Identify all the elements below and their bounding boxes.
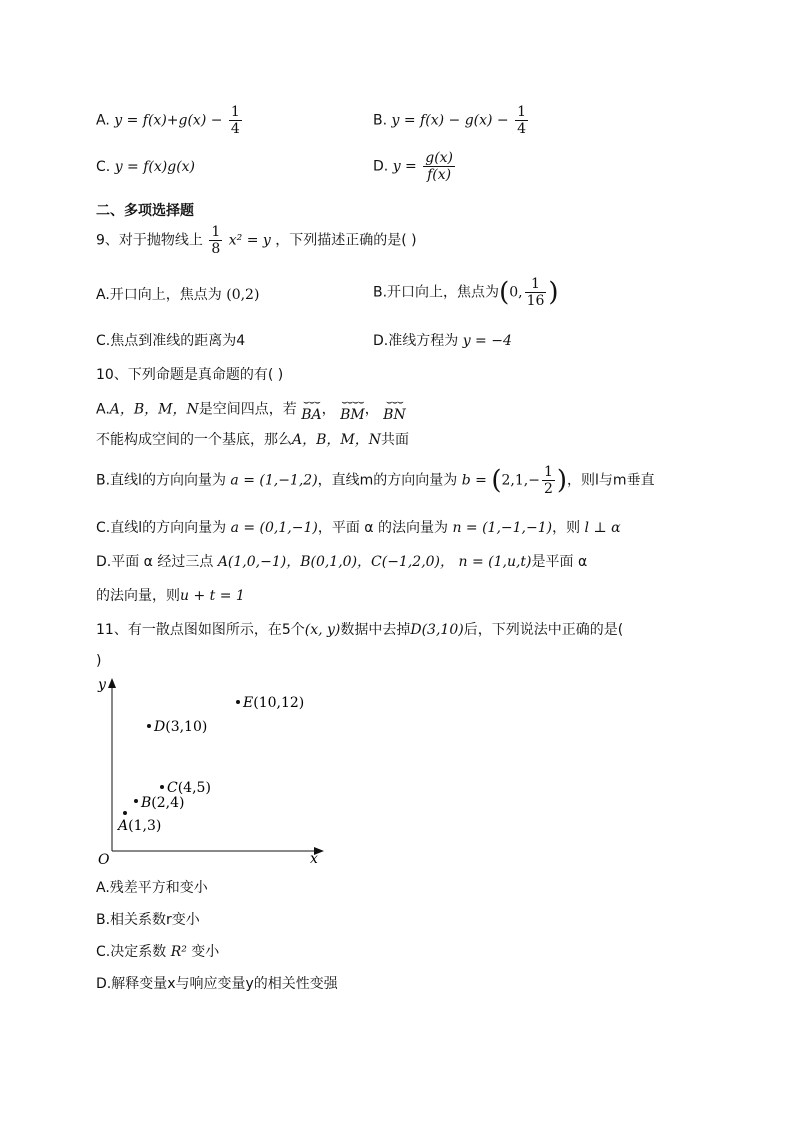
point-label-b: B(2,4) xyxy=(141,795,185,811)
q9-option-c: C.焦点到准线的距离为4 xyxy=(96,333,246,349)
scatter-plot xyxy=(92,676,342,868)
right-paren: ) xyxy=(556,465,568,496)
option-text: A.开口向上，焦点为 xyxy=(96,287,222,303)
q8-option-b xyxy=(373,104,530,137)
stem-text: ，下列描述正确的是( ) xyxy=(275,232,417,249)
scatter-point-d xyxy=(147,724,151,728)
vector-b: b = xyxy=(461,472,492,489)
stem-text: 11、有一散点图如图所示，在5个 xyxy=(96,622,305,638)
q10-option-d-line1 xyxy=(96,552,587,572)
option-text: C.决定系数 xyxy=(96,944,167,960)
fraction xyxy=(542,464,555,497)
q10-stem: 10、下列命题是真命题的有( ) xyxy=(96,367,284,383)
vector-bn xyxy=(383,397,406,422)
q11-option-d: D.解释变量x与响应变量y的相关性变强 xyxy=(96,976,338,992)
right-paren: ) xyxy=(548,277,559,308)
vector-n: n = (1,−1,−1) xyxy=(452,520,553,536)
frac-num: 1 xyxy=(517,104,527,120)
q9-stem xyxy=(96,224,417,257)
y-axis-arrow xyxy=(108,678,116,688)
option-text: D.平面 α 经过三点 xyxy=(96,554,214,570)
point-label-e: E(10,12) xyxy=(243,695,305,711)
point-label-a: A(1,3) xyxy=(118,818,162,834)
option-label: A. xyxy=(96,112,110,129)
option-label: B. xyxy=(373,112,388,129)
frac-den: 2 xyxy=(543,481,553,497)
left-paren: ( xyxy=(499,277,510,308)
option-math: y = −4 xyxy=(462,333,512,349)
point-label-c: C(4,5) xyxy=(167,780,211,796)
frac-num: 1 xyxy=(525,276,547,293)
vector-label: BN xyxy=(383,407,406,423)
y-axis-label: y xyxy=(98,677,106,693)
option-text: ，则 xyxy=(552,520,581,536)
option-text: ，平面 α 的法向量为 xyxy=(317,520,448,536)
points-layer xyxy=(116,695,304,834)
left-paren: ( xyxy=(491,465,502,496)
stem-math: D(3,10) xyxy=(410,622,464,638)
frac-den: 4 xyxy=(517,121,527,137)
option-text: B.开口向上，焦点为 xyxy=(373,284,500,301)
points-list: A(1,0,−1)，B(0,1,0)，C(−1,2,0)， xyxy=(217,554,455,570)
q9-option-d xyxy=(373,331,512,351)
vector-arrow: ⌣⌣⌣ xyxy=(303,397,320,408)
q11-stem-line2: ) xyxy=(96,653,102,669)
origin-label: O xyxy=(98,852,110,868)
q11-option-b: B.相关系数r变小 xyxy=(96,912,200,928)
vector-bm xyxy=(340,397,365,422)
vector-a: a = (1,−1,2) xyxy=(230,472,318,489)
option-label: D. xyxy=(373,158,389,175)
fraction xyxy=(423,150,455,183)
scatter-point-a xyxy=(123,811,127,815)
q8-option-c xyxy=(96,157,195,177)
option-text: 是空间四点，若 xyxy=(198,401,297,418)
frac-num: g(x) xyxy=(425,150,454,166)
fraction xyxy=(229,104,242,137)
q10-option-a-line2 xyxy=(96,430,409,450)
vector-arrow: ⌣⌣⌣ xyxy=(386,397,403,408)
scatter-point-b xyxy=(134,799,138,803)
stem-text: 数据中去掉 xyxy=(340,622,411,638)
q8-option-d xyxy=(373,150,457,183)
scatter-point-e xyxy=(236,700,240,704)
option-expr: y = f(x) − g(x) − xyxy=(391,112,514,129)
option-expr: y = xyxy=(392,158,422,175)
option-math: R² xyxy=(170,944,187,960)
section-heading: 二、多项选择题 xyxy=(96,203,194,219)
q9-option-a xyxy=(96,285,259,305)
q11-option-c xyxy=(96,942,219,962)
frac-den: 16 xyxy=(526,293,545,309)
stem-text: 9、对于抛物线上 xyxy=(96,232,203,249)
fraction xyxy=(515,104,528,137)
option-text: 共面 xyxy=(380,432,409,448)
frac-den: f(x) xyxy=(427,167,452,183)
vector-arrow: ⌣⌣⌣⌣ xyxy=(341,397,364,408)
fraction xyxy=(525,276,547,309)
vector-label: BM xyxy=(340,407,365,423)
separator: ， xyxy=(321,401,336,418)
q10-option-c xyxy=(96,518,621,538)
vector-a: a = (0,1,−1) xyxy=(230,520,318,536)
stem-text: 后，下列说法中正确的是( xyxy=(463,622,624,638)
separator: ， xyxy=(364,401,379,418)
tuple: 2,1,− xyxy=(501,472,540,489)
option-math: 0, xyxy=(509,284,523,301)
points-list: A，B，M，N xyxy=(109,401,199,418)
scatter-point-c xyxy=(160,785,164,789)
option-text: D.准线方程为 xyxy=(373,333,459,349)
vector-label: BA xyxy=(301,407,322,423)
q10-option-b xyxy=(96,464,655,497)
vector-ba xyxy=(301,397,321,422)
option-text: C.直线l的方向向量为 xyxy=(96,520,227,536)
vector-n: n = (1,u,t) xyxy=(458,554,532,570)
option-expr: y = f(x)g(x) xyxy=(114,159,196,175)
q11-stem xyxy=(96,620,623,640)
option-text: ，则l与m垂直 xyxy=(567,472,655,489)
option-expr: y = f(x)+g(x) − xyxy=(114,112,227,129)
option-text: 变小 xyxy=(191,944,220,960)
option-text: 的法向量，则 xyxy=(96,588,180,604)
conclusion: l ⊥ α xyxy=(584,520,621,536)
frac-num: 1 xyxy=(543,464,553,480)
option-label: C. xyxy=(96,159,111,175)
frac-num: 1 xyxy=(230,104,240,120)
option-text: 不能构成空间的一个基底，那么 xyxy=(96,432,292,448)
option-text: B.直线l的方向向量为 xyxy=(96,472,226,489)
q9-option-b xyxy=(373,276,559,309)
stem-math: x² = y xyxy=(228,232,271,249)
option-label: A. xyxy=(96,401,110,418)
frac-den: 4 xyxy=(230,121,240,137)
option-math: (0,2) xyxy=(226,287,260,303)
x-axis-label: x xyxy=(310,851,318,867)
q10-option-a-line1 xyxy=(96,397,406,422)
points-list: A，B，M，N xyxy=(292,432,381,448)
q8-option-a xyxy=(96,104,244,137)
fraction xyxy=(209,224,222,257)
option-text: ，直线m的方向向量为 xyxy=(317,472,458,489)
frac-num: 1 xyxy=(211,224,221,240)
frac-den: 8 xyxy=(211,241,221,257)
q10-option-d-line2 xyxy=(96,586,245,606)
stem-math: (x, y) xyxy=(304,622,341,638)
point-label-d: D(3,10) xyxy=(154,719,208,735)
q11-option-a: A.残差平方和变小 xyxy=(96,880,208,896)
option-text: 是平面 α xyxy=(531,554,588,570)
option-math: u + t = 1 xyxy=(180,588,245,604)
